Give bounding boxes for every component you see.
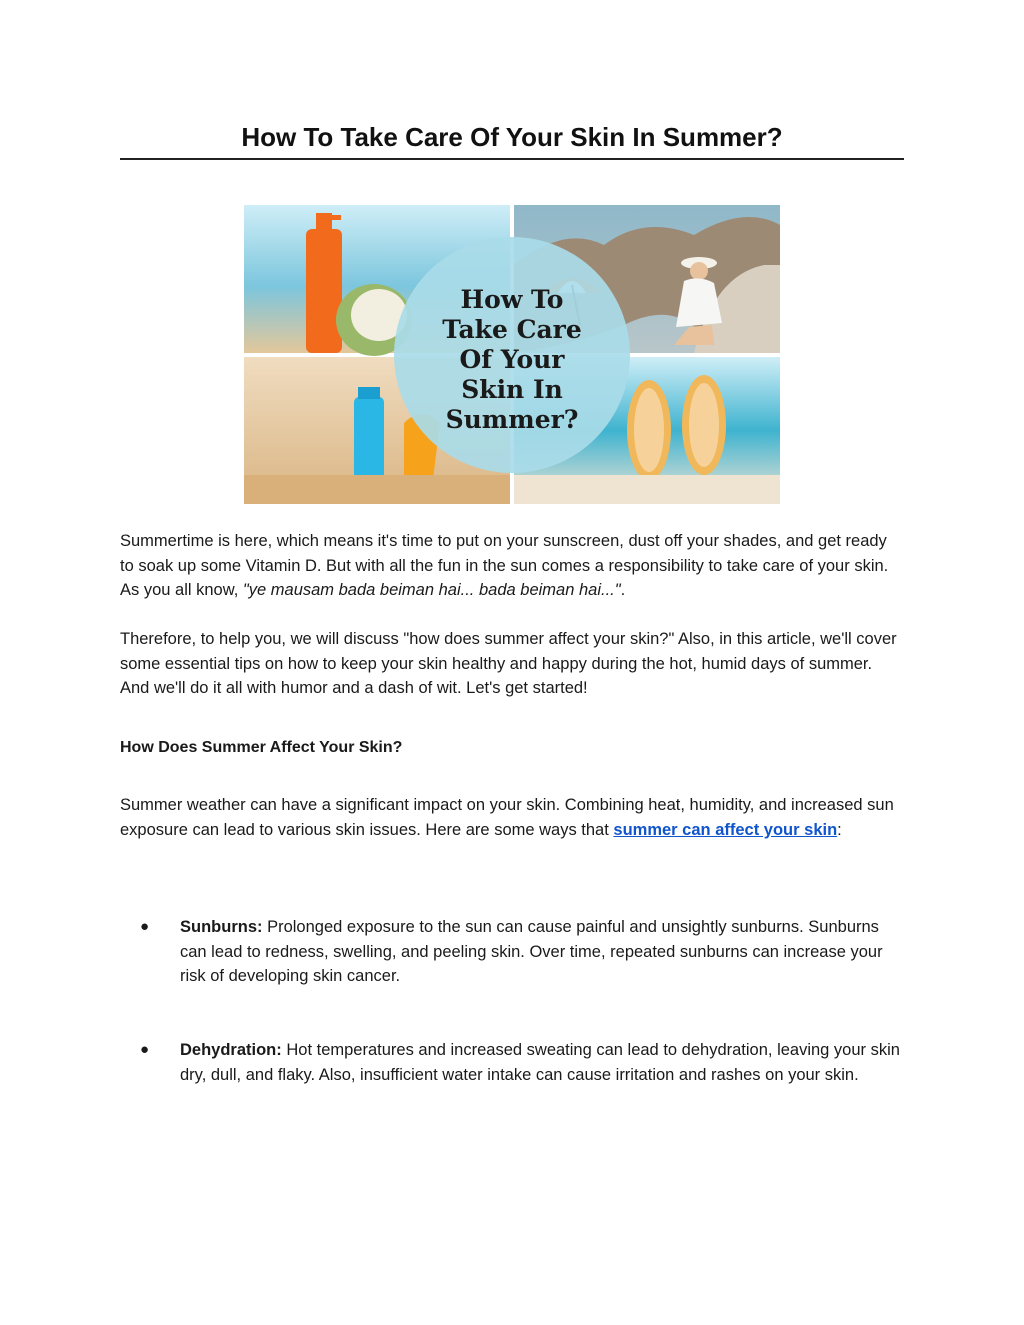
hero-overlay-line-1: How To: [460, 285, 564, 314]
hero-collage-graphic: [244, 205, 780, 504]
bullet-marker: ●: [140, 1041, 150, 1058]
bullet-term: Dehydration:: [180, 1041, 282, 1059]
summer-affect-skin-link[interactable]: summer can affect your skin: [613, 820, 838, 839]
hero-overlay-line-2: Take Care: [442, 315, 582, 344]
bullet-text: [180, 915, 904, 989]
bullet-term: Sunburns:: [180, 918, 263, 936]
page-title: How To Take Care Of Your Skin In Summer?: [241, 122, 783, 152]
bullet-marker: ●: [140, 918, 150, 935]
hero-overlay-line-4: Skin In: [461, 375, 563, 404]
section-heading: How Does Summer Affect Your Skin?: [120, 739, 403, 756]
intro-paragraph-1-text: Summertime is here, which means it's time to put on your sunscreen, dust off your shades, and get ready to soak up some Vitamin D. But with all the fun in the sun comes a responsibility to take care of your skin. As you all know,: [120, 532, 889, 600]
intro-paragraph-1-end: .: [620, 581, 626, 600]
hero-overlay-line-5: Summer?: [445, 405, 579, 434]
bullet-description: Hot temperatures and increased sweating can lead to dehydration, leaving your skin dry, dull, and flaky. Also, insufficient water intake can cause irritation and rashes on your skin.: [180, 1041, 900, 1084]
intro-paragraph-2: Therefore, to help you, we will discuss "how does summer affect your skin?" Also, in this article, we'll cover some essential tips on how to keep your skin healthy and happy during the hot, humid days of summer. And we'll do it all with humor and a dash of wit. Let's get started!: [120, 630, 897, 698]
bullet-text: [180, 1038, 904, 1087]
hero-overlay-line-3: Of Your: [459, 345, 565, 374]
hero-image: [244, 205, 780, 504]
intro-paragraph-1: [120, 529, 904, 603]
bullet-description: Prolonged exposure to the sun can cause painful and unsightly sunburns. Sunburns can lead to redness, swelling, and peeling skin. Over time, repeated sunburns can increase your risk of developing skin cancer.: [180, 918, 883, 986]
section-paragraph-text: Summer weather can have a significant impact on your skin. Combining heat, humidity, and increased sun exposure can lead to various skin issues. Here are some ways that: [120, 796, 894, 839]
title-underline: [120, 158, 904, 160]
section-paragraph-end: :: [837, 820, 842, 839]
section-paragraph: [120, 793, 904, 842]
intro-song-quote: "ye mausam bada beiman hai... bada beiman hai...": [242, 581, 621, 600]
